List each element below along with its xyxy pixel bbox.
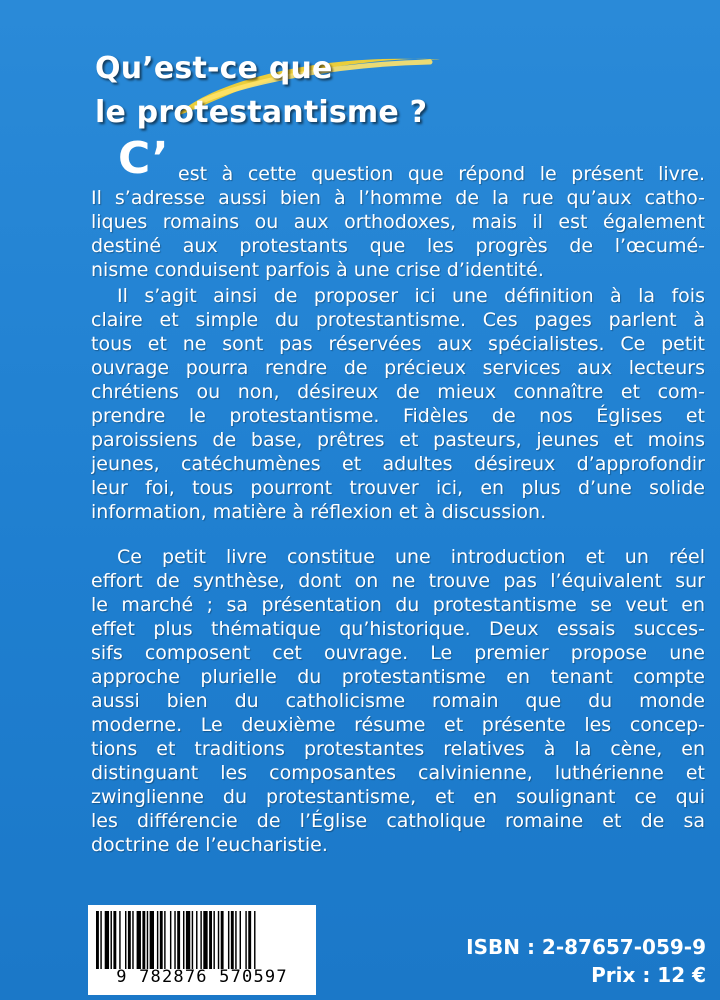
body-line: effort de synthèse, dont on ne trouve pas l’équivalent sur <box>91 570 705 592</box>
body-line: doctrine de l’eucharistie. <box>91 834 328 856</box>
barcode-digits: 9 782876 570597 <box>116 967 288 987</box>
body-line: les différencie de l’Église catholique romaine et de sa <box>91 810 705 832</box>
body-line: information, matière à réflexion et à discussion. <box>91 501 547 523</box>
barcode-bars <box>94 911 310 969</box>
body-line: le marché ; sa présentation du protestantisme se veut en <box>91 594 705 616</box>
body-line: leur foi, tous pourront trouver ici, en plus d’une solide <box>91 477 705 499</box>
body-line: paroissiens de base, prêtres et pasteurs, jeunes et moins <box>91 429 705 451</box>
body-line: zwinglienne du protestantisme, et en soulignant ce qui <box>91 786 705 808</box>
body-line: sifs composent cet ouvrage. Le premier propose une <box>91 642 705 664</box>
body-line: nisme conduisent parfois à une crise d’identité. <box>91 259 544 281</box>
body-line: moderne. Le deuxième résume et présente les concep- <box>91 714 705 736</box>
body-line: jeunes, catéchumènes et adultes désireux d’approfondir <box>91 453 705 475</box>
title-line-1: Qu’est-ce que <box>95 51 333 86</box>
title-line-2: le protestantisme ? <box>95 95 428 130</box>
barcode <box>88 905 316 995</box>
drop-cap: C’ <box>118 133 169 184</box>
body-line: destiné aux protestants que les progrès de l’œcumé- <box>91 235 705 257</box>
body-line: Il s’agit ainsi de proposer ici une définition à la fois <box>117 285 705 307</box>
body-line: approche plurielle du protestantisme en tenant compte <box>91 666 705 688</box>
body-line: tous et ne sont pas réservées aux spécialistes. Ce petit <box>91 333 705 355</box>
body-line: ouvrage pourra rendre de précieux services aux lecteurs <box>91 357 705 379</box>
body-line: distinguant les composantes calvinienne, luthérienne et <box>91 762 705 784</box>
body-line: tions et traditions protestantes relatives à la cène, en <box>91 738 705 760</box>
body-line: Ce petit livre constitue une introduction et un réel <box>117 546 705 568</box>
body-line: est à cette question que répond le présent livre. <box>178 163 705 185</box>
price-text: Prix : 12 € <box>591 963 706 987</box>
body-line: Il s’adresse aussi bien à l’homme de la rue qu’aux catho- <box>91 187 705 209</box>
body-line: effet plus thématique qu’historique. Deux essais succes- <box>91 618 705 640</box>
body-line: prendre le protestantisme. Fidèles de nos Églises et <box>91 405 705 427</box>
body-line: liques romains ou aux orthodoxes, mais il est également <box>91 211 705 233</box>
body-line: claire et simple du protestantisme. Ces pages parlent à <box>91 309 705 331</box>
body-line: chrétiens ou non, désireux de mieux connaître et com- <box>91 381 705 403</box>
body-line: aussi bien du catholicisme romain que du monde <box>91 690 705 712</box>
isbn-text: ISBN : 2-87657-059-9 <box>466 935 706 959</box>
